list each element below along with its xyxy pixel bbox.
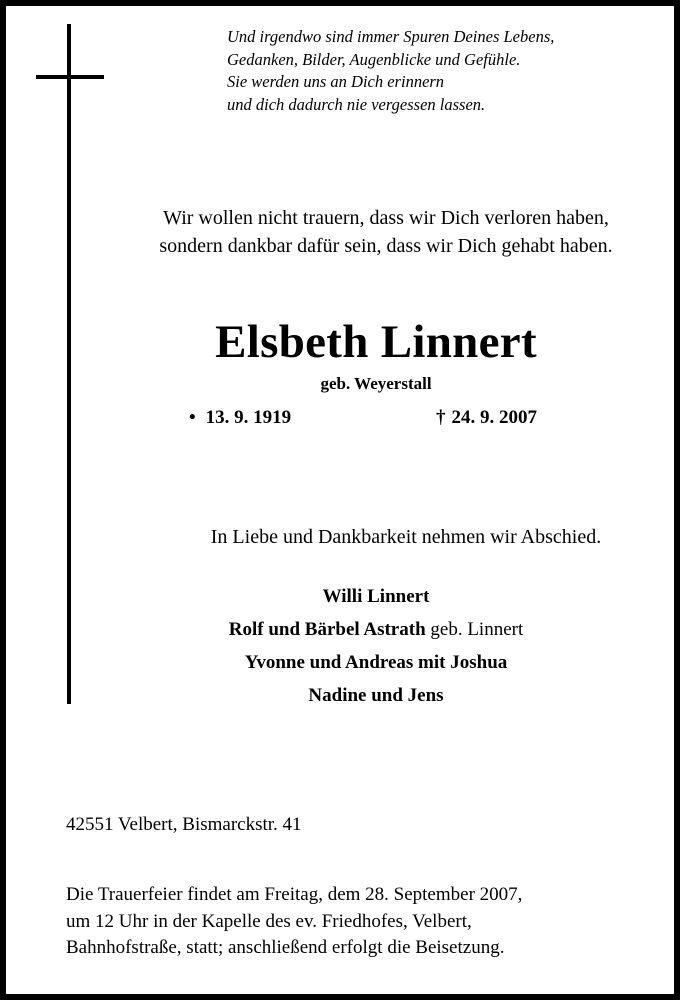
family-member bbox=[66, 613, 680, 646]
poem-line: Sie werden uns an Dich erinnern bbox=[227, 72, 445, 91]
quote-line: Wir wollen nicht trauern, dass wir Dich verloren haben, bbox=[163, 207, 609, 229]
poem-line: Und irgendwo sind immer Spuren Deines Lebens, bbox=[227, 27, 555, 46]
family-member bbox=[66, 580, 680, 613]
birth-date-line bbox=[189, 404, 291, 432]
family-member bbox=[66, 646, 680, 679]
farewell-text: In Liebe und Dankbarkeit nehmen wir Abschied. bbox=[210, 526, 602, 548]
funeral-service-info bbox=[66, 882, 666, 962]
death-date-line bbox=[436, 404, 537, 432]
poem-line: Gedanken, Bilder, Augenblicke und Gefühle. bbox=[227, 49, 521, 69]
family-member-note: geb. Linnert bbox=[430, 619, 524, 640]
quote-line: sondern dankbar dafür sein, dass wir Dich gehabt haben. bbox=[159, 235, 613, 257]
family-member-name: Yvonne und Andreas mit Joshua bbox=[244, 652, 508, 673]
birth-symbol-icon: • bbox=[189, 407, 196, 428]
service-line: um 12 Uhr in der Kapelle des ev. Friedhofes, Velbert, bbox=[66, 910, 472, 932]
poem-line: und dich dadurch nie vergessen lassen. bbox=[227, 94, 486, 114]
death-cross-icon: † bbox=[436, 407, 446, 428]
death-date: 24. 9. 2007 bbox=[451, 407, 537, 428]
address: 42551 Velbert, Bismarckstr. 41 bbox=[66, 814, 302, 835]
cross-horizontal-bar bbox=[36, 75, 104, 79]
family-member bbox=[66, 679, 680, 712]
family-member-name: Rolf und Bärbel Astrath bbox=[228, 619, 426, 640]
family-member-name: Willi Linnert bbox=[322, 586, 430, 607]
service-line: Bahnhofstraße, statt; anschließend erfolgt die Beisetzung. bbox=[66, 937, 505, 958]
family-list bbox=[66, 580, 680, 712]
maiden-name: geb. Weyerstall bbox=[320, 374, 432, 393]
deceased-name: Elsbeth Linnert bbox=[215, 316, 537, 368]
family-member-name: Nadine und Jens bbox=[308, 685, 444, 706]
birth-date: 13. 9. 1919 bbox=[205, 407, 292, 428]
quote bbox=[66, 204, 680, 260]
service-line: Die Trauerfeier findet am Freitag, dem 28. September 2007, bbox=[66, 884, 523, 905]
poem bbox=[227, 26, 667, 116]
